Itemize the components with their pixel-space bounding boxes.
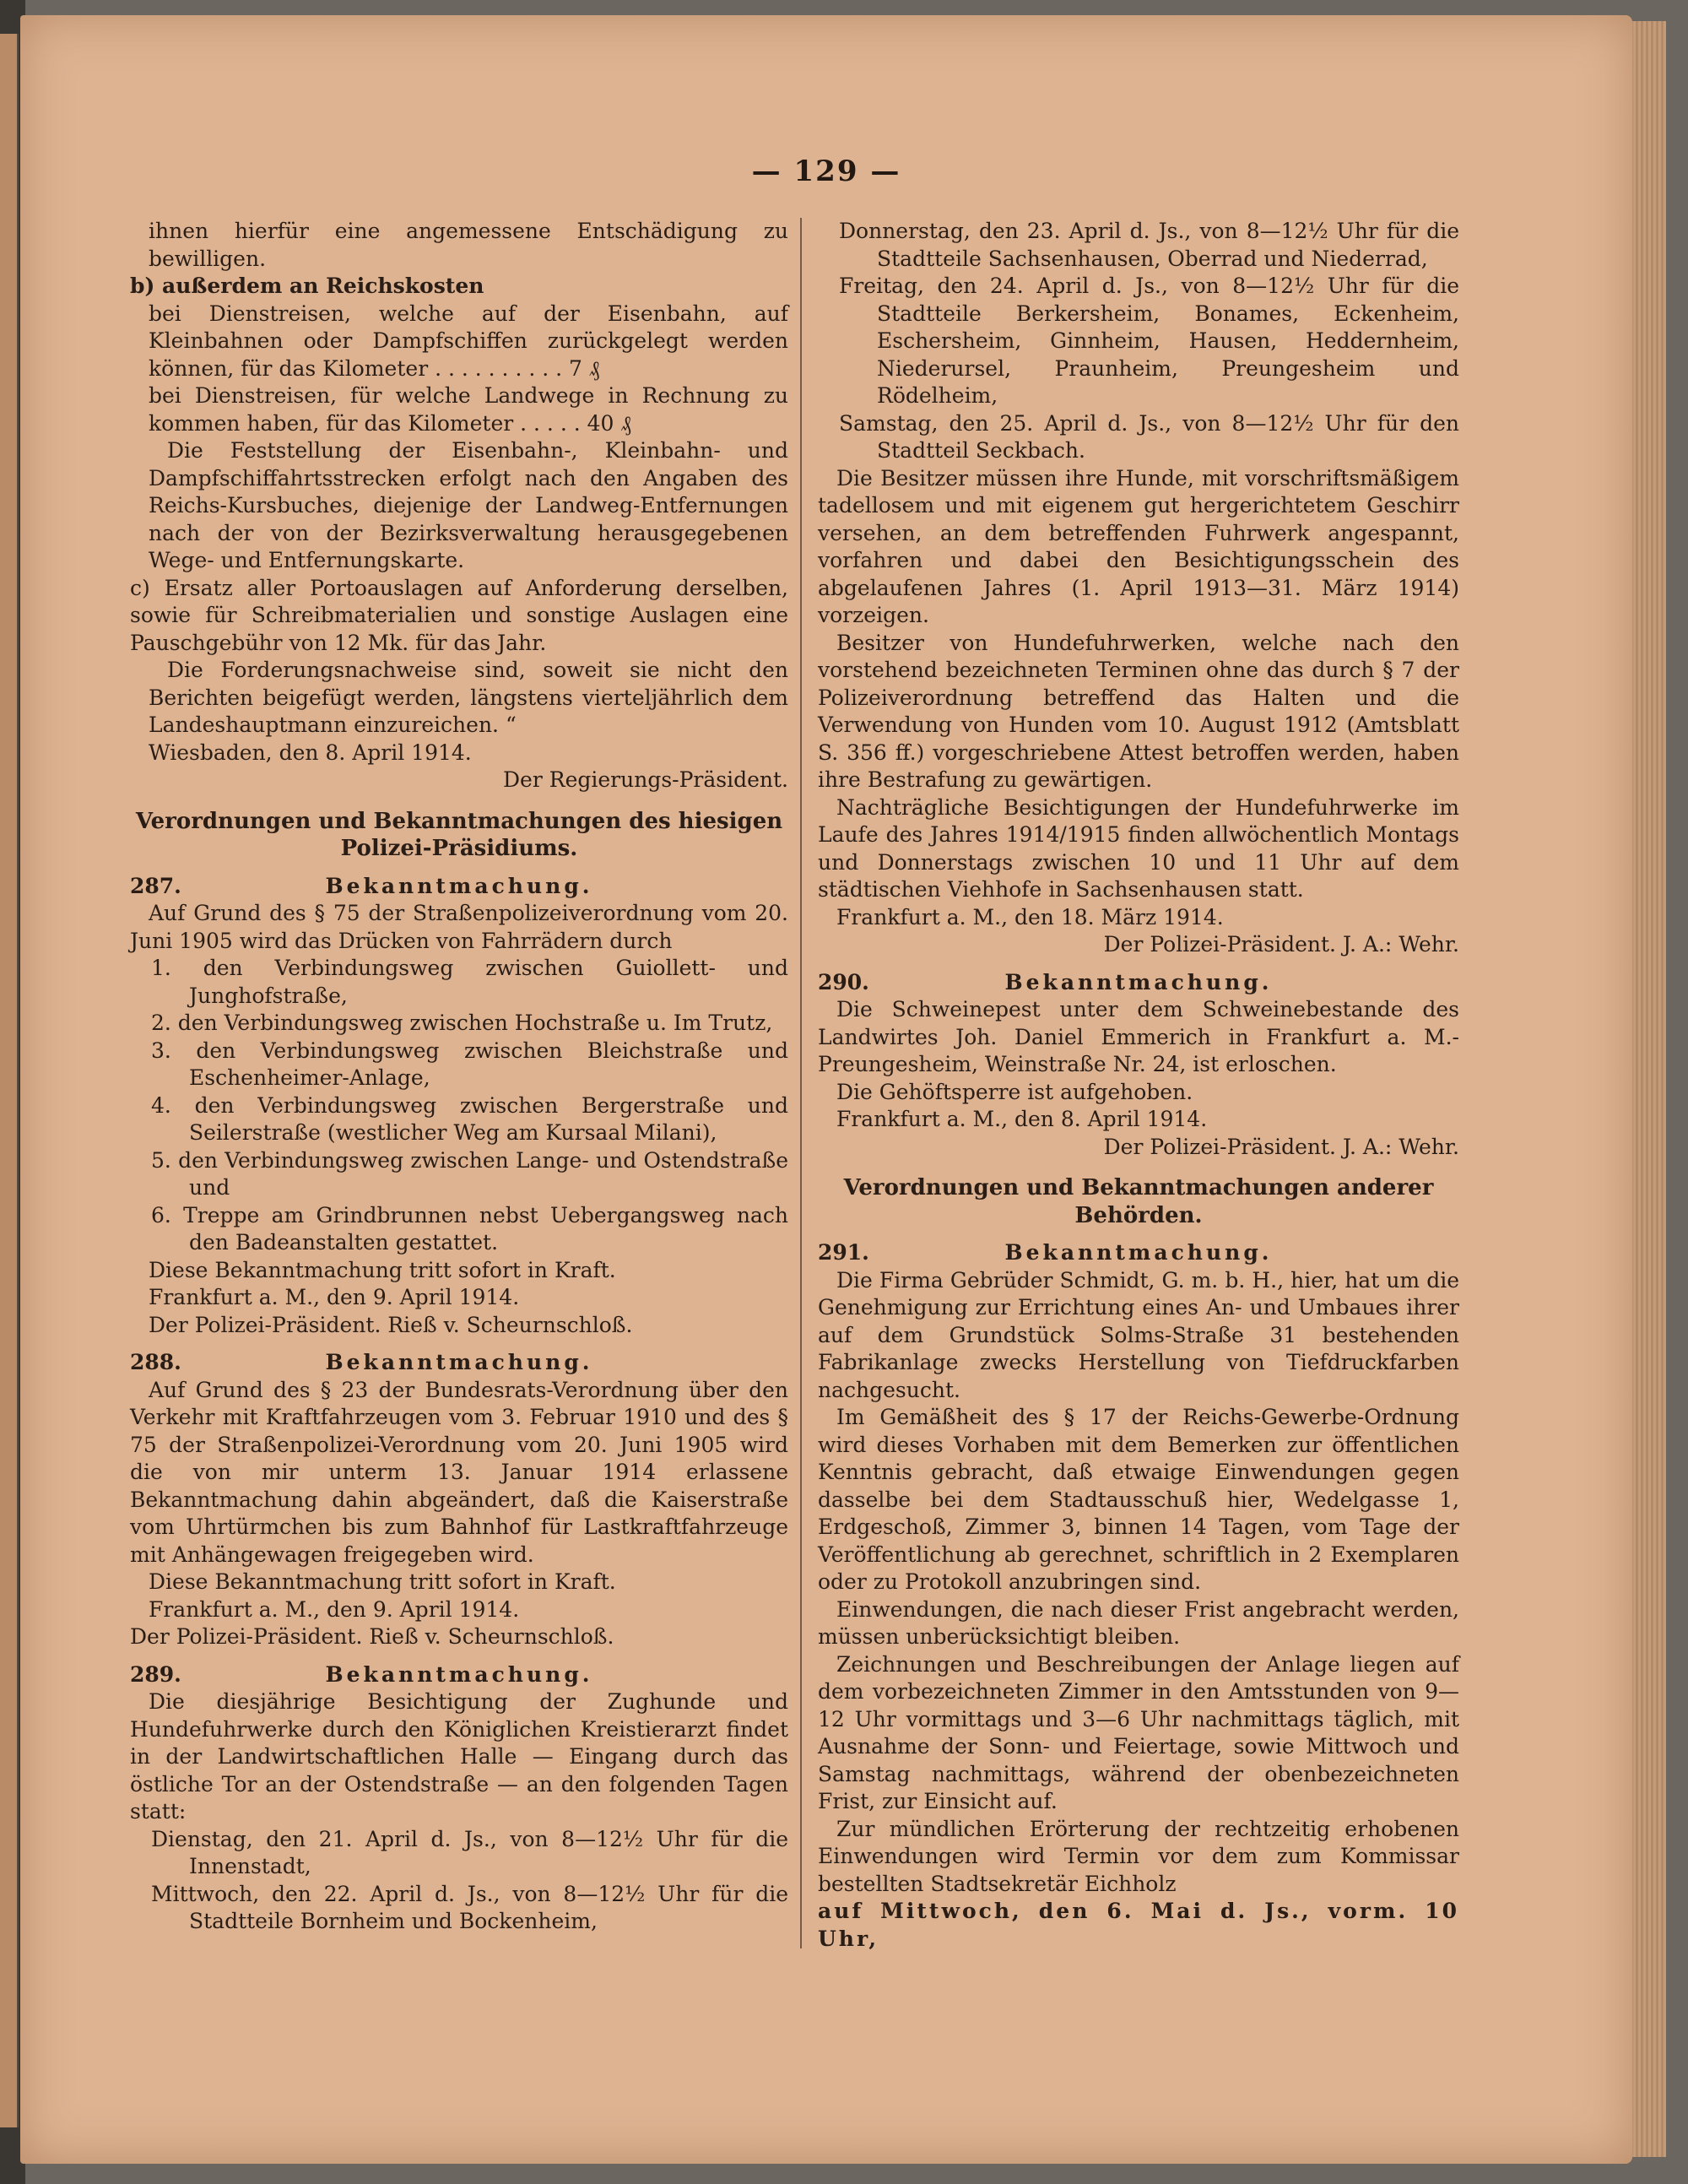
notice-289-p2: Besitzer von Hundefuhrwerken, welche nach den vorstehend bezeichneten Terminen ohne das durch § 7 der Polizeiverordnung betreffend das Halten und die Verwendung von Hunden vom 10. August 1912 (Amtsblatt S. 356 ff.) vorgeschriebene Attest betroffen werden, haben ihre Bestrafung zu gewärtigen. (818, 630, 1459, 792)
intro-text: ihnen hierfür eine angemessene Entschädigung zu bewilligen. (149, 219, 788, 271)
item-c-text: c) Ersatz aller Portoauslagen auf Anforderung derselben, sowie für Schreibmaterialien und sonstige Auslagen eine Pauschgebühr von 12 Mk. für das Jahr. (130, 575, 788, 655)
notice-291-p3: Einwendungen, die nach dieser Frist angebracht werden, müssen unberücksichtigt bleiben. (818, 1596, 1459, 1649)
notice-number: 291. (818, 1240, 869, 1265)
page-number: — 129 — (751, 154, 901, 188)
notice-287-closing: Diese Bekanntmachung tritt sofort in Kraft. (149, 1257, 616, 1282)
notice-289-date: Freitag, den 24. April d. Js., von 8—12½ Uhr für die Stadtteile Berkersheim, Bonames, Eckenheim, Eschersheim, Ginnheim, Hausen, Heddernheim, Niederursel, Praunheim, Preungesheim und Rödelheim, (839, 274, 1459, 408)
notice-title: Bekanntmachung. (325, 1661, 593, 1687)
notice-290-closing: Die Gehöftsperre ist aufgehoben. (836, 1079, 1193, 1104)
notice-287-item: 3. den Verbindungsweg zwischen Bleichstraße und Eschenheimer-Anlage, (151, 1038, 788, 1090)
notice-287-item: 4. den Verbindungsweg zwischen Bergerstraße und Seilerstraße (westlicher Weg am Kursaal Milani), (151, 1092, 788, 1145)
notice-290-place-date: Frankfurt a. M., den 8. April 1914. (836, 1107, 1208, 1131)
notice-title: Bekanntmachung. (325, 1350, 593, 1374)
notice-291-p6: auf Mittwoch, den 6. Mai d. Js., vorm. 10 Uhr, (818, 1899, 1459, 1951)
notice-291-header (818, 1239, 1459, 1267)
notice-288-header (130, 1349, 788, 1377)
notice-289-header (130, 1661, 788, 1689)
notice-287-item: 5. den Verbindungsweg zwischen Lange- und Ostendstraße und (151, 1147, 788, 1200)
notice-289-date: Donnerstag, den 23. April d. Js., von 8—12½ Uhr für die Stadtteile Sachsenhausen, Oberrad und Niederrad, (839, 219, 1459, 271)
notice-288-place-date: Frankfurt a. M., den 9. April 1914. (149, 1596, 520, 1622)
notice-290-header (818, 969, 1459, 997)
notice-title: Bekanntmachung. (1004, 1240, 1273, 1265)
notice-287-header (130, 873, 788, 901)
notice-287-item: 1. den Verbindungsweg zwischen Guiollett- und Junghofstraße, (151, 956, 788, 1008)
notice-290-body: Die Schweinepest unter dem Schweinebestande des Landwirtes Joh. Daniel Emmerich in Frankfurt a. M.-Preungesheim, Weinstraße Nr. 24, ist erloschen. (818, 997, 1459, 1076)
document-page (20, 15, 1632, 2164)
previous-page-edge (0, 34, 19, 2127)
notice-number: 287. (130, 873, 181, 898)
notice-288-closing: Diese Bekanntmachung tritt sofort in Kraft. (149, 1569, 616, 1594)
notice-288-signer: Der Polizei-Präsident. Rieß v. Scheurnschloß. (130, 1624, 614, 1649)
column-divider (800, 218, 802, 1948)
notice-289-date: Samstag, den 25. April d. Js., von 8—12½ Uhr für den Stadtteil Seckbach. (839, 410, 1459, 463)
signer: Der Regierungs-Präsident. (503, 767, 788, 792)
notice-291-p2: Im Gemäßheit des § 17 der Reichs-Gewerbe-Ordnung wird dieses Vorhaben mit dem Bemerken zur öffentlichen Kenntnis gebracht, daß etwaige Einwendungen gegen dasselbe bei dem Stadtausschuß hier, Wedelgasse 1, Erdgeschoß, Zimmer 3, binnen 14 Tagen, vom Tage der Veröffentlichung ab gerechnet, schriftlich in 2 Exemplaren oder zu Protokoll anzubringen sind. (818, 1405, 1459, 1594)
notice-289-p3: Nachträgliche Besichtigungen der Hundefuhrwerke im Laufe des Jahres 1914/1915 finden allwöchentlich Montags und Donnerstags zwischen 10 und 11 Uhr auf dem städtischen Viehhofe in Sachsenhausen statt. (818, 794, 1459, 902)
notice-number: 290. (818, 969, 869, 994)
notice-291-p5: Zur mündlichen Erörterung der rechtzeitig erhobenen Einwendungen wird Termin vor dem zum Kommissar bestellten Stadtsekretär Eichholz (818, 1816, 1459, 1896)
item-b-text-3: Die Feststellung der Eisenbahn-, Kleinbahn- und Dampfschiffahrtsstrecken erfolgt nach den Angaben des Reichs-Kursbuches, diejenige der Landweg-Entfernungen nach der von der Bezirksverwaltung herausgegebenen Wege- und Entfernungskarte. (149, 438, 788, 572)
notice-289-date: Dienstag, den 21. April d. Js., von 8—12½ Uhr für die Innenstadt, (151, 1826, 788, 1878)
section-heading: Verordnungen und Bekanntmachungen anderer Behörden. (843, 1175, 1434, 1228)
notice-289-p1: Die Besitzer müssen ihre Hunde, mit vorschriftsmäßigem tadellosem und mit eigenem gut hergerichtetem Geschirr versehen, an dem betreffenden Fuhrwerk angespannt, vorfahren und dabei den Besichtigungsschein des abgelaufenen Jahres (1. April 1913—31. März 1914) vorzeigen. (818, 465, 1459, 627)
notice-287-place-date: Frankfurt a. M., den 9. April 1914. (149, 1285, 520, 1309)
section-heading: Verordnungen und Bekanntmachungen des hiesigen Polizei-Präsidiums. (135, 808, 783, 861)
notice-289-date: Mittwoch, den 22. April d. Js., von 8—12½ Uhr für die Stadtteile Bornheim und Bockenheim, (151, 1881, 788, 1933)
notice-289-body: Die diesjährige Besichtigung der Zughunde und Hundefuhrwerke durch den Königlichen Kreistierarzt findet in der Landwirtschaftlichen Halle — Eingang durch das östliche Tor an der Ostendstraße — an den folgenden Tagen statt: (130, 1689, 788, 1824)
notice-287-item: 6. Treppe am Grindbrunnen nebst Uebergangsweg nach den Badeanstalten gestattet. (151, 1202, 788, 1255)
notice-291-p4: Zeichnungen und Beschreibungen der Anlage liegen auf dem vorbezeichneten Zimmer in den Amtsstunden von 9—12 Uhr vormittags und 3—6 Uhr nachmittags täglich, mit Ausnahme der Sonn- und Feiertage, sowie Mittwoch und Samstag nachmittags, während der obenbezeichneten Frist, zur Einsicht auf. (818, 1651, 1459, 1813)
notice-287-item: 2. den Verbindungsweg zwischen Hochstraße u. Im Trutz, (151, 1011, 773, 1035)
page-stack-edge (1632, 21, 1666, 2157)
item-b-text-1: bei Dienstreisen, welche auf der Eisenbahn, auf Kleinbahnen oder Dampfschiffen zurückgelegt werden können, für das Kilometer . . . . . . . . . . 7 ₰ (149, 301, 788, 381)
notice-title: Bekanntmachung. (1004, 969, 1273, 994)
notice-title: Bekanntmachung. (325, 873, 593, 898)
place-date: Wiesbaden, den 8. April 1914. (149, 740, 472, 765)
item-b-text-2: bei Dienstreisen, für welche Landwege in Rechnung zu kommen haben, für das Kilometer . . . . . 40 ₰ (149, 383, 788, 436)
right-column (818, 218, 1459, 1953)
notice-290-signer: Der Polizei-Präsident. J. A.: Wehr. (1103, 1134, 1459, 1159)
notice-287-signer: Der Polizei-Präsident. Rieß v. Scheurnschloß. (149, 1312, 633, 1337)
notice-287-body: Auf Grund des § 75 der Straßenpolizeiverordnung vom 20. Juni 1905 wird das Drücken von Fahrrädern durch (130, 901, 788, 953)
notice-number: 289. (130, 1661, 181, 1687)
forderung-text: Die Forderungsnachweise sind, soweit sie nicht den Berichten beigefügt werden, längstens vierteljährlich dem Landeshauptmann einzureichen. “ (149, 658, 788, 737)
notice-291-p1: Die Firma Gebrüder Schmidt, G. m. b. H., hier, hat um die Genehmigung zur Errichtung eines An- und Umbaues ihrer auf dem Grundstück Solms-Straße 31 bestehenden Fabrikanlage zwecks Herstellung von Tiefdruckfarben nachgesucht. (818, 1267, 1459, 1402)
left-column (130, 218, 788, 1936)
item-b-label: b) außerdem an Reichskosten (130, 274, 484, 298)
notice-number: 288. (130, 1350, 181, 1374)
notice-288-body: Auf Grund des § 23 der Bundesrats-Verordnung über den Verkehr mit Kraftfahrzeugen vom 3. Februar 1910 und des § 75 der Straßenpolizei-Verordnung vom 20. Juni 1905 wird die von mir unterm 13. Januar 1914 erlassene Bekanntmachung dahin abgeändert, daß die Kaiserstraße vom Uhrtürmchen bis zum Bahnhof für Lastkraftfahrzeuge mit Anhängewagen freigegeben wird. (130, 1377, 788, 1567)
notice-289-place-date: Frankfurt a. M., den 18. März 1914. (836, 904, 1224, 929)
notice-289-signer: Der Polizei-Präsident. J. A.: Wehr. (1103, 932, 1459, 957)
